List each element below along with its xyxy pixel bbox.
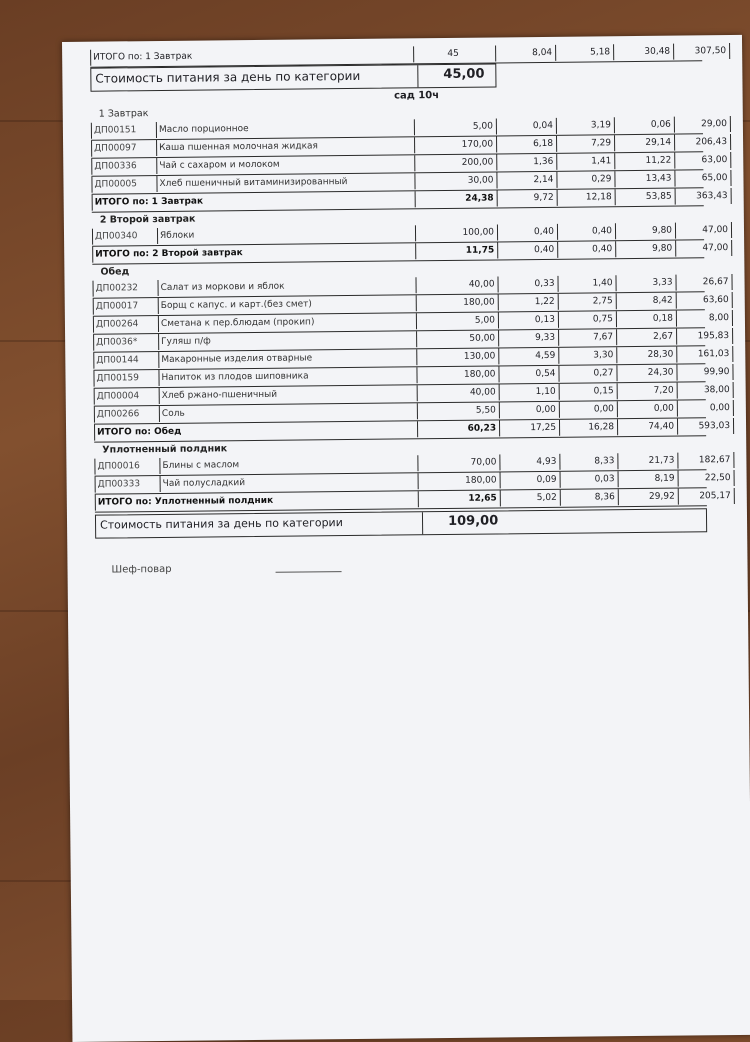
dish-output: 40,00 xyxy=(418,384,500,401)
total-n1: 8,04 xyxy=(496,45,556,62)
dish-protein: 0,04 xyxy=(497,118,557,135)
dish-output: 50,00 xyxy=(417,330,499,347)
dish-carbs: 0,06 xyxy=(615,117,675,134)
dish-code: ДП00159 xyxy=(93,370,159,387)
dish-output: 5,00 xyxy=(417,312,499,329)
section-total-label: ИТОГО по: 1 Завтрак xyxy=(92,191,416,210)
dish-name: Сметана к пер.блюдам (прокип) xyxy=(159,313,417,332)
dish-protein: 0,54 xyxy=(499,366,559,383)
section-title: 1 Завтрак xyxy=(98,108,149,120)
dish-protein: 0,33 xyxy=(498,276,558,293)
daily-cost-value: 45,00 xyxy=(443,66,485,83)
dish-kcal: 47,00 xyxy=(676,222,732,239)
section-total-protein: 17,25 xyxy=(500,420,560,437)
section-total-label: ИТОГО по: 2 Второй завтрак xyxy=(92,243,416,262)
group-subtitle: сад 10ч xyxy=(394,90,440,102)
dish-kcal: 38,00 xyxy=(678,382,734,399)
dish-name: Борщ с капус. и карт.(без смет) xyxy=(159,295,417,314)
dish-name: Каша пшенная молочная жидкая xyxy=(157,137,415,156)
total-n3: 30,48 xyxy=(614,44,674,61)
section-title: Уплотненный полдник xyxy=(102,443,228,456)
cost-divider xyxy=(417,65,418,87)
section-total-carbs: 29,92 xyxy=(619,489,679,506)
daily-cost-row-bottom xyxy=(95,508,707,538)
dish-code: ДП00144 xyxy=(93,352,159,369)
dish-code: ДП00264 xyxy=(93,316,159,333)
dish-name: Хлеб пшеничный витаминизированный xyxy=(157,173,415,192)
dish-carbs: 29,14 xyxy=(615,135,675,152)
dish-name: Гуляш п/ф xyxy=(159,331,417,350)
dish-output: 180,00 xyxy=(419,472,501,489)
total-label: ИТОГО по: 1 Завтрак xyxy=(90,46,414,65)
dish-carbs: 9,80 xyxy=(616,223,676,240)
daily-cost-label: Стоимость питания за день по категории xyxy=(99,516,343,532)
dish-output: 30,00 xyxy=(415,172,497,189)
dish-name: Чай с сахаром и молоком xyxy=(157,155,415,174)
dish-carbs: 3,33 xyxy=(616,275,676,292)
daily-cost-row xyxy=(90,63,496,91)
signature-line xyxy=(276,571,342,573)
menu-document xyxy=(90,43,731,576)
dish-name: Соль xyxy=(160,403,418,422)
dish-protein: 9,33 xyxy=(499,330,559,347)
dish-fat: 7,67 xyxy=(559,329,617,346)
section-total-carbs: 53,85 xyxy=(616,189,676,206)
dish-output: 100,00 xyxy=(416,224,498,241)
dish-code: ДП00151 xyxy=(91,122,157,139)
dish-fat: 2,75 xyxy=(559,293,617,310)
dish-fat: 0,40 xyxy=(558,223,616,240)
section-title: 2 Второй завтрак xyxy=(99,213,196,226)
section-total-fat: 8,36 xyxy=(561,489,619,506)
dish-fat: 0,29 xyxy=(557,171,615,188)
dish-name: Напиток из плодов шиповника xyxy=(159,367,417,386)
dish-kcal: 0,00 xyxy=(678,400,734,417)
section-total-protein: 5,02 xyxy=(501,490,561,507)
dish-protein: 0,00 xyxy=(500,402,560,419)
dish-output: 170,00 xyxy=(415,136,497,153)
section-total-protein: 0,40 xyxy=(498,242,558,259)
dish-protein: 1,36 xyxy=(497,154,557,171)
section-total-fat: 16,28 xyxy=(560,419,618,436)
menu-sheet xyxy=(62,35,750,1042)
dish-output: 180,00 xyxy=(417,294,499,311)
dish-fat: 8,33 xyxy=(560,453,618,470)
dish-kcal: 206,43 xyxy=(675,134,731,151)
section-total-fat: 12,18 xyxy=(558,189,616,206)
section-total-kcal: 593,03 xyxy=(678,418,734,435)
dish-name: Чай полусладкий xyxy=(161,473,419,492)
dish-output: 40,00 xyxy=(416,276,498,293)
dish-code: ДП00232 xyxy=(93,280,159,297)
section-total-carbs: 9,80 xyxy=(616,241,676,258)
dish-output: 200,00 xyxy=(415,154,497,171)
dish-kcal: 8,00 xyxy=(677,310,733,327)
dish-kcal: 63,00 xyxy=(675,152,731,169)
dish-protein: 6,18 xyxy=(497,136,557,153)
dish-code: ДП00266 xyxy=(94,406,160,423)
dish-kcal: 65,00 xyxy=(675,170,731,187)
dish-kcal: 29,00 xyxy=(675,116,731,133)
dish-code: ДП00005 xyxy=(91,176,157,193)
dish-output: 5,00 xyxy=(415,118,497,135)
dish-carbs: 8,19 xyxy=(619,471,679,488)
dish-name: Макаронные изделия отварные xyxy=(159,349,417,368)
section-total-kcal: 47,00 xyxy=(676,240,732,257)
dish-protein: 2,14 xyxy=(497,172,557,189)
section-total-fat: 0,40 xyxy=(558,241,616,258)
dish-carbs: 0,18 xyxy=(617,311,677,328)
dish-code: ДП00336 xyxy=(91,158,157,175)
section-total-label: ИТОГО по: Уплотненный полдник xyxy=(95,491,419,510)
total-output: 45 xyxy=(414,45,496,62)
dish-kcal: 182,67 xyxy=(678,452,734,469)
section-total-protein: 9,72 xyxy=(498,190,558,207)
section-total-label: ИТОГО по: Обед xyxy=(94,421,418,440)
section-total-kcal: 205,17 xyxy=(679,488,735,505)
dish-protein: 0,40 xyxy=(498,224,558,241)
dish-output: 180,00 xyxy=(417,366,499,383)
chef-signature-label: Шеф-повар xyxy=(111,563,172,576)
section-total-output: 11,75 xyxy=(416,242,498,259)
dish-code: ДП00016 xyxy=(94,458,160,475)
section-total-carbs: 74,40 xyxy=(618,419,678,436)
dish-protein: 0,09 xyxy=(501,472,561,489)
dish-name: Яблоки xyxy=(158,225,416,244)
dish-code: ДП0036* xyxy=(93,334,159,351)
dish-carbs: 2,67 xyxy=(617,329,677,346)
dish-code: ДП00097 xyxy=(91,140,157,157)
dish-carbs: 24,30 xyxy=(617,365,677,382)
dish-protein: 1,10 xyxy=(500,384,560,401)
dish-fat: 7,29 xyxy=(557,135,615,152)
dish-name: Блины с маслом xyxy=(160,455,418,474)
cost-divider xyxy=(422,512,423,534)
dish-carbs: 8,42 xyxy=(617,293,677,310)
menu-sections xyxy=(91,100,731,512)
dish-output: 70,00 xyxy=(418,454,500,471)
dish-carbs: 21,73 xyxy=(618,453,678,470)
daily-cost-label: Стоимость питания за день по категории xyxy=(95,68,361,86)
dish-name: Масло порционное xyxy=(157,119,415,138)
dish-fat: 3,19 xyxy=(557,117,615,134)
dish-carbs: 28,30 xyxy=(617,347,677,364)
section-title: Обед xyxy=(100,266,130,278)
section-total-output: 24,38 xyxy=(416,190,498,207)
dish-protein: 1,22 xyxy=(499,294,559,311)
dish-fat: 3,30 xyxy=(559,347,617,364)
dish-code: ДП00004 xyxy=(94,388,160,405)
dish-fat: 1,41 xyxy=(557,153,615,170)
dish-kcal: 195,83 xyxy=(677,328,733,345)
dish-protein: 4,93 xyxy=(500,454,560,471)
dish-kcal: 63,60 xyxy=(677,292,733,309)
dish-carbs: 11,22 xyxy=(615,153,675,170)
dish-kcal: 161,03 xyxy=(677,346,733,363)
dish-kcal: 99,90 xyxy=(677,364,733,381)
section-total-output: 12,65 xyxy=(419,490,501,507)
dish-carbs: 7,20 xyxy=(618,383,678,400)
total-n4: 307,50 xyxy=(674,43,730,60)
dish-fat: 0,27 xyxy=(559,365,617,382)
dish-carbs: 0,00 xyxy=(618,401,678,418)
dish-kcal: 22,50 xyxy=(679,470,735,487)
section-total-kcal: 363,43 xyxy=(676,188,732,205)
dish-output: 5,50 xyxy=(418,402,500,419)
dish-protein: 0,13 xyxy=(499,312,559,329)
dish-code: ДП00333 xyxy=(95,476,161,493)
daily-cost-value: 109,00 xyxy=(447,513,499,529)
dish-fat: 0,00 xyxy=(560,401,618,418)
dish-code: ДП00017 xyxy=(93,298,159,315)
dish-carbs: 13,43 xyxy=(615,171,675,188)
section-total-output: 60,23 xyxy=(418,420,500,437)
dish-kcal: 26,67 xyxy=(676,274,732,291)
dish-fat: 1,40 xyxy=(558,275,616,292)
dish-name: Хлеб ржано-пшеничный xyxy=(160,385,418,404)
dish-fat: 0,75 xyxy=(559,311,617,328)
total-n2: 5,18 xyxy=(556,44,614,61)
dish-code: ДП00340 xyxy=(92,228,158,245)
dish-name: Салат из моркови и яблок xyxy=(158,277,416,296)
dish-fat: 0,15 xyxy=(560,383,618,400)
dish-fat: 0,03 xyxy=(561,471,619,488)
dish-protein: 4,59 xyxy=(499,348,559,365)
dish-output: 130,00 xyxy=(417,348,499,365)
